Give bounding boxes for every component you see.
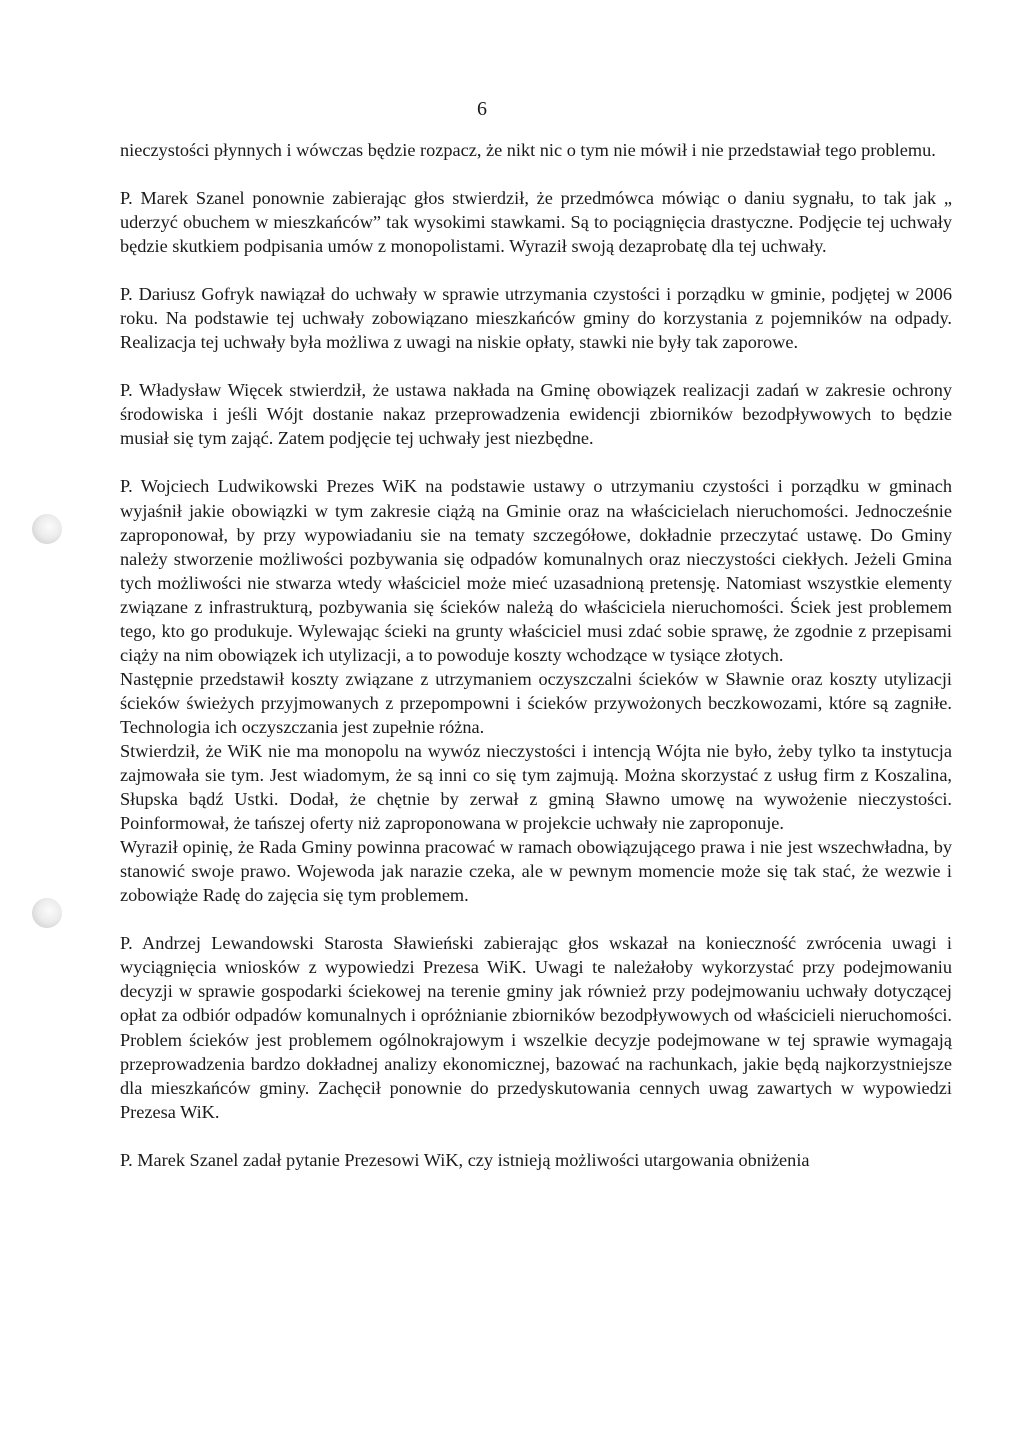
paragraph-wladyslaw-wiecek: P. Władysław Więcek stwierdził, że ustawa nakłada na Gminę obowiązek realizacji zadań w zakresie ochrony środowiska i jeśli Wójt dostanie nakaz przeprowadzenia ewidencji zbiorników bezodpływowych to będzie musiał się tym zająć. Zatem podjęcie tej uchwały jest niezbędne. (120, 380, 952, 449)
page-number: 6 (477, 98, 487, 120)
paragraph-wojciech-ludwikowski: P. Wojciech Ludwikowski Prezes WiK na podstawie ustawy o utrzymaniu czystości i porządku w gminach wyjaśnił jakie obowiązki w tym zakresie ciążą na Gminie oraz na właścicielach nieruchomości. Jednocześnie zaproponował, by przy wypowiadaniu sie na tematy szczegółowe, dokładnie przeczytać ustawę. Do Gminy należy stworzenie możliwości pozbywania się odpadów komunalnych oraz nieczystości ciekłych. Jeżeli Gmina tych możliwości nie stwarza wtedy właściciel może mieć uzasadnioną pretensję. Natomiast wszystkie elementy związane z infrastrukturą, pozbywania się ścieków należą do właściciela nieruchomości. Ściek jest problemem tego, kto go produkuje. Wylewając ścieki na grunty właściciel musi zdać sobie sprawę, że zgodnie z przepisami ciąży na nim obowiązek ich utylizacji, a to powoduje koszty wchodzące w tysiące złotych. (120, 476, 952, 665)
document-body (120, 138, 952, 1172)
paragraph-question: P. Marek Szanel zadał pytanie Prezesowi WiK, czy istnieją możliwości utargowania obniżenia (120, 1149, 810, 1170)
paragraph-marek-szanel: P. Marek Szanel ponownie zabierając głos stwierdził, że przedmówca mówiąc o daniu sygnału, to tak jak „ uderzyć obuchem w mieszkańców” tak wysokimi stawkami. Są to pociągnięcia drastyczne. Podjęcie tej uchwały będzie skutkiem podpisania umów z monopolistami. Wyraził swoją dezaprobatę dla tej uchwały. (120, 188, 952, 257)
punch-hole-mark (32, 898, 62, 928)
paragraph-costs: Następnie przedstawił koszty związane z utrzymaniem oczyszczalni ścieków w Sławnie oraz koszty utylizacji ścieków świeżych przyjmowanych z przepompowni i ścieków przywożonych beczkowozami, które są zagniłe. Technologia ich oczyszczania jest zupełnie różna. (120, 668, 952, 737)
paragraph-opinion: Wyraził opinię, że Rada Gminy powinna pracować w ramach obowiązującego prawa i nie jest wszechwładna, by stanowić swoje prawo. Wojewoda jak narazie czeka, ale w pewnym momencie może się tak stać, że wezwie i zobowiąże Radę do zajęcia się tym problemem. (120, 837, 952, 906)
paragraph-andrzej-lewandowski: P. Andrzej Lewandowski Starosta Sławieński zabierając głos wskazał na konieczność zwrócenia uwagi i wyciągnięcia wniosków z wypowiedzi Prezesa WiK. Uwagi te należałoby wykorzystać przy podejmowaniu decyzji w sprawie gospodarki ściekowej na terenie gminy jak również przy podejmowaniu uchwały dotyczącej opłat za odbiór odpadów komunalnych i opróżnianie zbiorników bezodpływowych od właścicieli nieruchomości. Problem ścieków jest problemem ogólnokrajowym i wszelkie decyzje podejmowane w tej sprawie wymagają przeprowadzenia bardzo dokładnej analizy ekonomicznej, bazować na rachunkach, jakie będą najkorzystniejsze dla mieszkańców gminy. Zachęcił ponownie do przedyskutowania cennych uwag zawartych w wypowiedzi Prezesa WiK. (120, 933, 952, 1122)
paragraph-monopoly: Stwierdził, że WiK nie ma monopolu na wywóz nieczystości i intencją Wójta nie było, żeby tylko ta instytucja zajmowała sie tym. Jest wiadomym, że są inni co się tym zajmują. Można skorzystać z usług firm z Koszalina, Słupska bądź Ustki. Dodał, że chętnie by zerwał z gminą Sławno umowę na wywożenie nieczystości. Poinformował, że tańszej oferty niż zaproponowana w projekcie uchwały nie zaproponuje. (120, 740, 952, 834)
punch-hole-mark (32, 514, 62, 544)
paragraph-continuation: nieczystości płynnych i wówczas będzie rozpacz, że nikt nic o tym nie mówił i nie przedstawiał tego problemu. (120, 140, 936, 160)
paragraph-dariusz-gofryk: P. Dariusz Gofryk nawiązał do uchwały w sprawie utrzymania czystości i porządku w gminie, podjętej w 2006 roku. Na podstawie tej uchwały zobowiązano mieszkańców gminy do korzystania z pojemników na odpady. Realizacja tej uchwały była możliwa z uwagi na niskie opłaty, stawki nie były tak zaporowe. (120, 284, 952, 353)
